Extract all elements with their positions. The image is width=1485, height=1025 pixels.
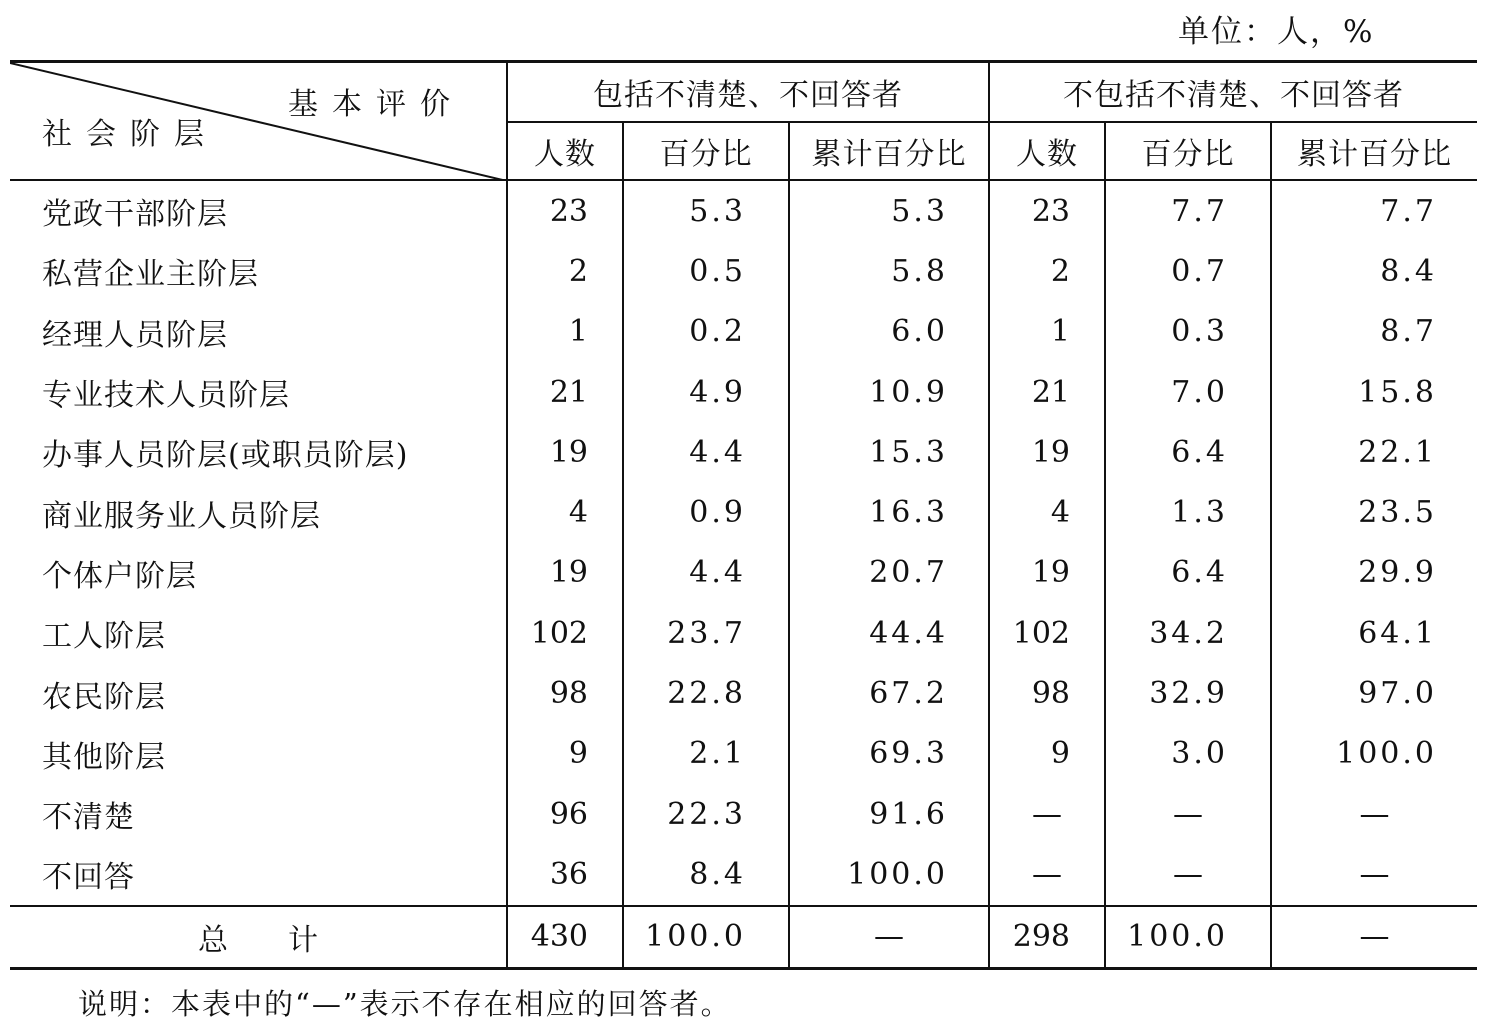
row-label: 办事人员阶层(或职员阶层) — [42, 438, 409, 474]
table-cell: 0.7 — [1105, 241, 1271, 301]
table-cell: 15.8 — [1271, 362, 1477, 422]
unit-label: 单位：人，% — [1178, 14, 1375, 50]
table-cell: 8.4 — [623, 844, 789, 905]
data-table-container — [10, 60, 1477, 970]
table-cell: 10.9 — [789, 362, 989, 422]
table-cell: 2 — [507, 241, 623, 301]
total-cell: — — [789, 906, 989, 969]
row-label: 党政干部阶层 — [42, 197, 228, 233]
table-cell: 2 — [989, 241, 1105, 301]
col-header-count: 人数 — [989, 122, 1105, 180]
table-row — [10, 482, 1477, 542]
table-cell: 0.2 — [623, 302, 789, 362]
table-row — [10, 663, 1477, 723]
table-cell: 23.7 — [623, 603, 789, 663]
table-cell: 98 — [989, 663, 1105, 723]
table-cell: 3.0 — [1105, 724, 1271, 784]
table-body — [10, 180, 1477, 906]
table-cell: 7.0 — [1105, 362, 1271, 422]
table-row — [10, 603, 1477, 663]
table-cell: 0.5 — [623, 241, 789, 301]
col-header-percent: 百分比 — [1105, 122, 1271, 180]
table-row — [10, 302, 1477, 362]
table-cell: 9 — [507, 724, 623, 784]
table-cell: 7.7 — [1271, 180, 1477, 241]
table-cell: 6.4 — [1105, 543, 1271, 603]
row-label: 私营企业主阶层 — [42, 257, 259, 293]
table-cell: 9 — [989, 724, 1105, 784]
table-cell: 97.0 — [1271, 663, 1477, 723]
row-label: 商业服务业人员阶层 — [42, 498, 321, 534]
table-cell: 98 — [507, 663, 623, 723]
table-row — [10, 241, 1477, 301]
table-cell: 4 — [989, 482, 1105, 542]
table-cell: — — [1105, 784, 1271, 844]
table-cell: 19 — [989, 543, 1105, 603]
table-cell: — — [1271, 784, 1477, 844]
table-cell: 20.7 — [789, 543, 989, 603]
table-cell: 7.7 — [1105, 180, 1271, 241]
table-cell: — — [1105, 844, 1271, 905]
table-cell: 2.1 — [623, 724, 789, 784]
table-cell: 69.3 — [789, 724, 989, 784]
table-cell: 21 — [989, 362, 1105, 422]
row-label: 其他阶层 — [42, 739, 166, 775]
table-cell: 23 — [507, 180, 623, 241]
table-cell: 0.9 — [623, 482, 789, 542]
table-cell: 102 — [507, 603, 623, 663]
table-cell: 64.1 — [1271, 603, 1477, 663]
column-dimension-label: 基本评价 — [288, 87, 464, 122]
table-cell: 100.0 — [789, 844, 989, 905]
table-cell: 8.4 — [1271, 241, 1477, 301]
table-row — [10, 844, 1477, 905]
table-cell: 19 — [989, 422, 1105, 482]
row-label: 个体户阶层 — [42, 558, 197, 594]
table-cell: 36 — [507, 844, 623, 905]
table-cell: 0.3 — [1105, 302, 1271, 362]
row-dimension-label: 社会阶层 — [42, 117, 218, 152]
table-cell: 1.3 — [1105, 482, 1271, 542]
table-note: 说明：本表中的“—”表示不存在相应的回答者。 — [78, 987, 732, 1021]
row-label: 农民阶层 — [42, 679, 166, 715]
row-label: 不清楚 — [42, 800, 135, 836]
table-cell: 8.7 — [1271, 302, 1477, 362]
diagonal-header-cell — [10, 62, 507, 181]
table-cell: 91.6 — [789, 784, 989, 844]
col-header-cumulative: 累计百分比 — [1271, 122, 1477, 180]
total-row — [10, 906, 1477, 969]
table-row — [10, 362, 1477, 422]
table-cell: 4.9 — [623, 362, 789, 422]
table-row — [10, 724, 1477, 784]
table-cell: 19 — [507, 543, 623, 603]
table-cell: 16.3 — [789, 482, 989, 542]
col-header-percent: 百分比 — [623, 122, 789, 180]
col-header-count: 人数 — [507, 122, 623, 180]
table-cell: 22.8 — [623, 663, 789, 723]
total-cell: 298 — [989, 906, 1105, 969]
table-row — [10, 784, 1477, 844]
table-cell: 19 — [507, 422, 623, 482]
table-cell: — — [989, 784, 1105, 844]
table-cell: 23 — [989, 180, 1105, 241]
table-cell: 96 — [507, 784, 623, 844]
table-cell: 67.2 — [789, 663, 989, 723]
group-header-excluding: 不包括不清楚、不回答者 — [989, 62, 1477, 123]
total-cell: 430 — [507, 906, 623, 969]
table-row — [10, 422, 1477, 482]
table-cell: 22.3 — [623, 784, 789, 844]
table-cell: 32.9 — [1105, 663, 1271, 723]
table-cell: 22.1 — [1271, 422, 1477, 482]
row-label: 不回答 — [42, 860, 135, 896]
table-cell: 44.4 — [789, 603, 989, 663]
table-cell: 102 — [989, 603, 1105, 663]
table-cell: 15.3 — [789, 422, 989, 482]
table-cell: 29.9 — [1271, 543, 1477, 603]
total-cell: 100.0 — [623, 906, 789, 969]
table-row — [10, 543, 1477, 603]
table-cell: 21 — [507, 362, 623, 422]
total-label: 总计 — [10, 906, 507, 969]
table-cell: 5.3 — [623, 180, 789, 241]
table-cell: 4.4 — [623, 422, 789, 482]
col-header-cumulative: 累计百分比 — [789, 122, 989, 180]
row-label: 工人阶层 — [42, 619, 166, 655]
total-cell: 100.0 — [1105, 906, 1271, 969]
row-label: 经理人员阶层 — [42, 317, 228, 353]
table-cell: 23.5 — [1271, 482, 1477, 542]
total-cell: — — [1271, 906, 1477, 969]
data-table — [10, 60, 1477, 970]
table-cell: 34.2 — [1105, 603, 1271, 663]
table-cell: 1 — [507, 302, 623, 362]
table-cell: 4 — [507, 482, 623, 542]
table-cell: 6.0 — [789, 302, 989, 362]
table-cell: 1 — [989, 302, 1105, 362]
table-cell: — — [1271, 844, 1477, 905]
table-cell: 5.8 — [789, 241, 989, 301]
table-cell: 6.4 — [1105, 422, 1271, 482]
table-cell: 100.0 — [1271, 724, 1477, 784]
table-row — [10, 180, 1477, 241]
table-cell: 4.4 — [623, 543, 789, 603]
row-label: 专业技术人员阶层 — [42, 378, 290, 414]
group-header-including: 包括不清楚、不回答者 — [507, 62, 989, 123]
table-cell: 5.3 — [789, 180, 989, 241]
table-cell: — — [989, 844, 1105, 905]
